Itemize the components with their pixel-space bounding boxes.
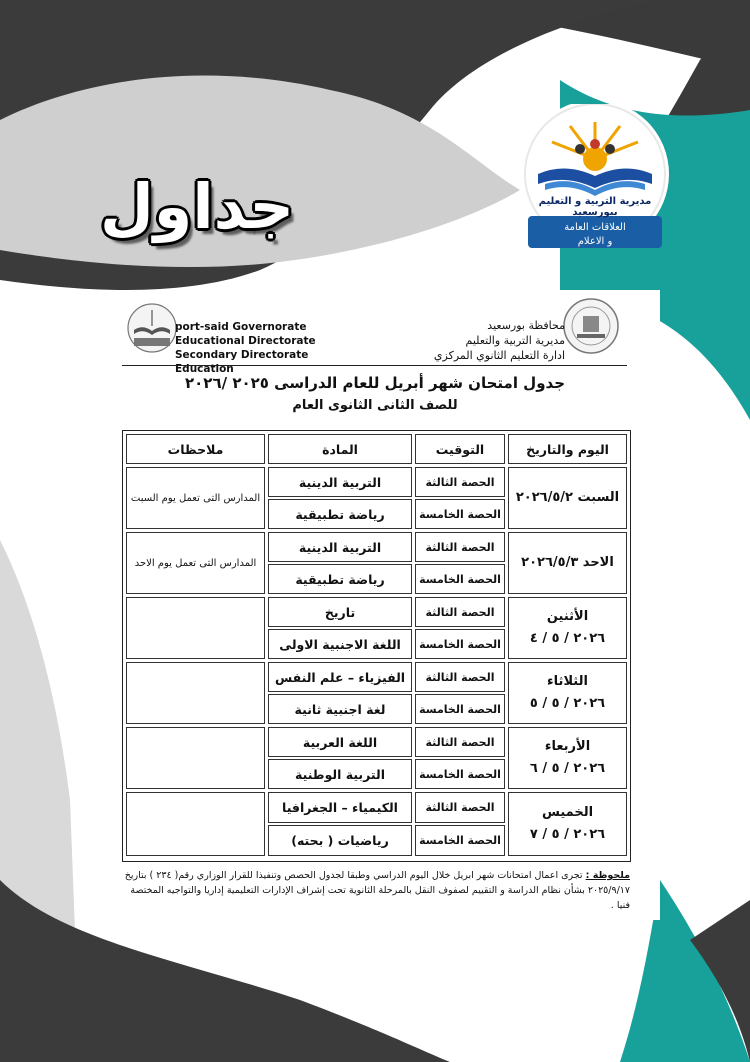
day-cell [508,792,627,856]
time-cell: الحصة الثالثة [415,727,505,757]
subject-cell: التربية الدينية [268,467,412,497]
header-administration: ادارة التعليم الثانوي المركزي [433,349,565,362]
subject-cell: الفيزياء – علم النفس [268,662,412,692]
header-notes: ملاحظات [126,434,265,464]
time-cell: الحصة الخامسة [415,564,505,594]
header-directorate: مديرية التربية والتعليم [465,334,565,347]
time-cell: الحصة الخامسة [415,629,505,659]
subject-cell: تاريخ [268,597,412,627]
day-cell: السبت ٢٠٢٦/٥/٢ [508,467,627,529]
directorate-seal-icon [124,302,180,354]
exam-schedule-table [122,430,631,862]
footnote [122,868,630,913]
footnote-text: تجرى اعمال امتحانات شهر ابريل خلال اليوم الدراسي وطبقا لجدول الحصص وتنفيذا للقرار الوزاري رقم( ٢٣٤ ) بتاريخ ٢٠٢٥/٩/١٧ بشأن نظام الدراسة و التقييم لصفوف النقل بالمرحلة الثانوية تحت إشراف الإدارات التعليمية إداريا والتواجيه المختصة فنيا . [124,870,630,911]
day-name: الخميس [541,805,594,820]
subject-cell: رياضة تطبيقية [268,499,412,529]
day-name: الأثنين [546,609,589,624]
subject-cell: التربية الدينية [268,532,412,562]
day-cell [508,662,627,724]
footnote-label: ملحوظة : [585,870,630,881]
subject-cell: لغة اجنبية ثانية [268,694,412,724]
logo-subtitle-2: و الاعلام [577,236,613,247]
day-name: الثلاثاء [547,674,588,689]
day-date: ٢٠٢٦ / ٥ / ٤ [529,631,606,646]
day-cell: الاحد ٢٠٢٦/٥/٣ [508,532,627,594]
header-right [430,318,565,363]
subject-cell: اللغة الاجنبية الاولى [268,629,412,659]
document-subtitle: للصف الثانى الثانوى العام [292,398,458,413]
header-subject: المادة [268,434,412,464]
time-cell: الحصة الخامسة [415,825,505,856]
header-en-governorate: port-said Governorate [175,321,307,333]
notes-cell [126,597,265,659]
header-governorate: محافظة بورسعيد [487,319,565,332]
subject-cell: رياضيات ( بحته) [268,825,412,856]
header-time: التوقيت [415,434,505,464]
header-day-date: اليوم والتاريخ [508,434,627,464]
time-cell: الحصة الثالثة [415,597,505,627]
day-cell [508,597,627,659]
header-en-directorate: Educational Directorate [175,335,316,347]
day-date: ٢٠٢٦ / ٥ / ٥ [529,696,606,711]
ministry-seal-icon [555,296,627,356]
day-name: الأربعاء [544,739,591,754]
directorate-logo [520,104,670,259]
notes-cell: المدارس التى تعمل يوم الاحد [126,532,265,594]
time-cell: الحصة الثالثة [415,467,505,497]
subject-cell: اللغة العربية [268,727,412,757]
header-divider [122,365,627,366]
time-cell: الحصة الثالثة [415,532,505,562]
subject-cell: رياضة تطبيقية [268,564,412,594]
subject-cell: التربية الوطنية [268,759,412,789]
header-en-secondary: Secondary Directorate Education [175,349,309,375]
time-cell: الحصة الثالثة [415,792,505,823]
notes-cell [126,727,265,789]
logo-title: مديرية التربية و التعليم ببورسعيد [538,196,652,218]
day-date: ٢٠٢٦ / ٥ / ٧ [529,827,606,842]
notes-cell: المدارس التى تعمل يوم السبت [126,467,265,529]
notes-cell [126,662,265,724]
document-title: جدول امتحان شهر أبريل للعام الدراسى ٢٠٢٥ /٢٠٢٦ [185,374,565,392]
day-date: ٢٠٢٦ / ٥ / ٦ [529,761,606,776]
time-cell: الحصة الثالثة [415,662,505,692]
notes-cell [126,792,265,856]
header-left [175,320,365,376]
logo-subtitle-1: العلاقات العامة [564,222,626,233]
day-cell [508,727,627,789]
banner-title: جداول [100,170,295,243]
time-cell: الحصة الخامسة [415,694,505,724]
subject-cell: الكيمياء – الجغرافيا [268,792,412,823]
time-cell: الحصة الخامسة [415,499,505,529]
time-cell: الحصة الخامسة [415,759,505,789]
